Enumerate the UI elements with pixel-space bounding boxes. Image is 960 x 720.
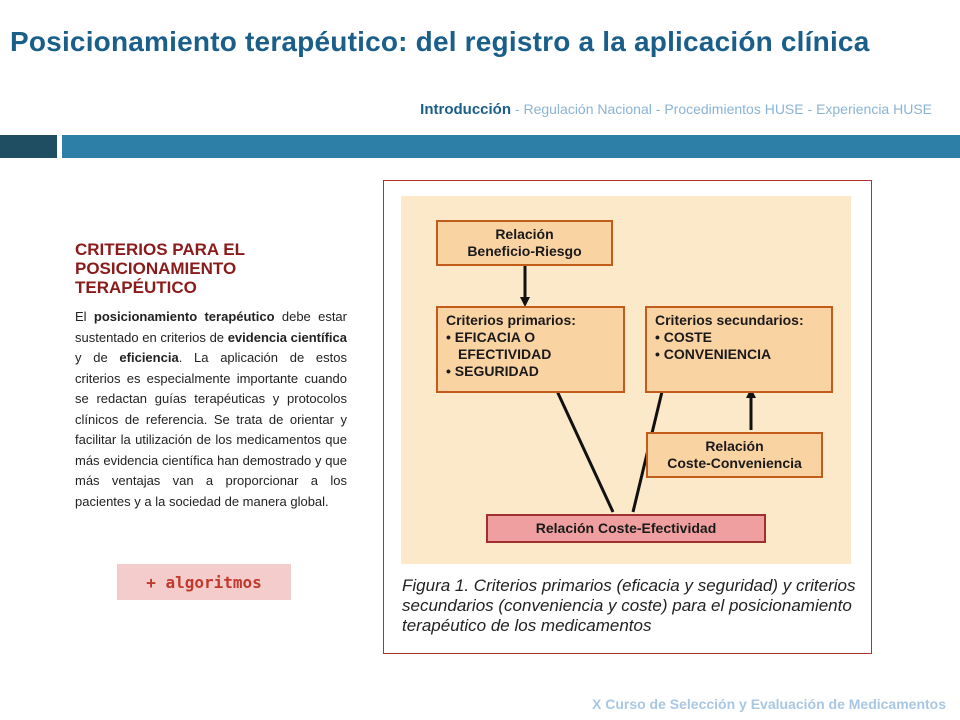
- box-coste-conv-line2: Coste-Conveniencia: [667, 455, 802, 471]
- header-bar-light: [62, 135, 960, 158]
- criteria-heading: CRITERIOS PARA EL POSICIONAMIENTO TERAPÉUTICO: [75, 240, 245, 297]
- criteria-bold: eficiencia: [119, 350, 179, 365]
- box-criterios-primarios: [436, 306, 625, 393]
- primarios-line4: • SEGURIDAD: [446, 363, 539, 379]
- criteria-text: debe estar sustentado en criterios de: [75, 309, 347, 345]
- header-bar-dark: [0, 135, 57, 158]
- arrow-efectividad-to-primarios: [551, 378, 613, 512]
- criteria-text: . La aplicación de estos criterios es especialmente importante cuando se redactan guías terapéuticas y protocolos clínicos de referencia. Se trata de orientar y facilitar la utilización de los medicamentos que más evidencia científica han demostrado y que más ventajas van a proporcionar a los pacientes y a la sociedad de manera global.: [75, 350, 347, 509]
- primarios-line1: Criterios primarios:: [446, 312, 576, 328]
- positioning-diagram: [401, 196, 851, 564]
- nav-separator: -: [655, 101, 661, 117]
- secundarios-line1: Criterios secundarios:: [655, 312, 804, 328]
- algorithms-button[interactable]: + algoritmos: [117, 564, 291, 600]
- secundarios-line3: • CONVENIENCIA: [655, 346, 772, 362]
- box-coste-efect-label: Relación Coste-Efectividad: [535, 520, 717, 536]
- box-criterios-secundarios: [645, 306, 833, 393]
- breadcrumb-nav: [420, 101, 932, 118]
- box-beneficio-line2: Beneficio-Riesgo: [467, 243, 582, 259]
- figure-caption: Figura 1. Criterios primarios (eficacia y seguridad) y criterios secundarios (conveniencia y coste) para el posicionamiento terapéutico de los medicamentos: [402, 576, 856, 635]
- figure-frame: [383, 180, 872, 654]
- criteria-text: y de: [75, 350, 120, 365]
- criteria-bold: evidencia científica: [227, 329, 347, 345]
- footer-course-name: X Curso de Selección y Evaluación de Medicamentos: [591, 696, 946, 712]
- nav-separator: -: [807, 101, 813, 117]
- criteria-text: El: [75, 309, 94, 324]
- box-coste-conv-line1: Relación: [705, 438, 764, 454]
- secundarios-line2: • COSTE: [655, 329, 713, 345]
- criteria-paragraph: [75, 307, 347, 512]
- nav-separator: -: [514, 101, 520, 117]
- primarios-line3: EFECTIVIDAD: [458, 346, 552, 362]
- nav-item-procedimientos-huse[interactable]: Procedimientos HUSE: [664, 101, 804, 117]
- criteria-bold: posicionamiento terapéutico: [93, 309, 275, 324]
- nav-item-regulacion-nacional[interactable]: Regulación Nacional: [523, 101, 652, 117]
- criteria-text-excerpt: [75, 240, 347, 512]
- box-beneficio-riesgo: [436, 220, 613, 266]
- nav-item-experiencia-huse[interactable]: Experiencia HUSE: [816, 101, 932, 117]
- box-beneficio-line1: Relación: [495, 226, 554, 242]
- box-coste-efectividad: [486, 514, 766, 543]
- nav-item-introduccion[interactable]: Introducción: [420, 101, 511, 118]
- primarios-line2: • EFICACIA O: [446, 329, 536, 345]
- box-coste-conveniencia: [646, 432, 823, 478]
- page-title: Posicionamiento terapéutico: del registro a la aplicación clínica: [10, 26, 870, 57]
